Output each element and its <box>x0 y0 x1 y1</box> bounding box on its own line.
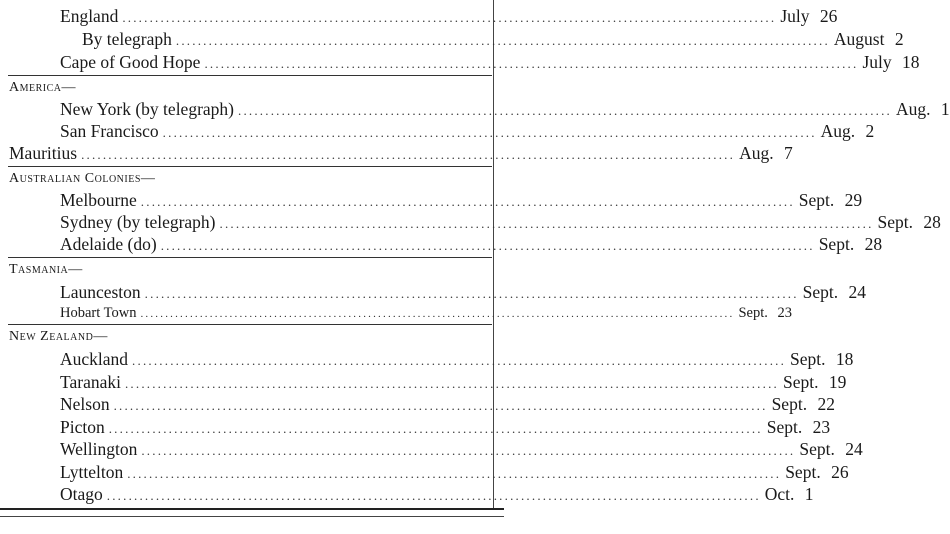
place-name: Sydney (by telegraph) <box>60 212 216 232</box>
place-name: Cape of Good Hope <box>60 52 201 72</box>
place-name: By telegraph <box>82 29 172 49</box>
dot-leader: ........................................................................................................................ <box>140 308 735 320</box>
dot-leader: ........................................................................................................................ <box>140 194 795 209</box>
section-divider <box>8 75 492 76</box>
mail-entry <box>0 415 831 439</box>
section-heading: America— <box>9 80 77 95</box>
section-divider <box>8 166 492 167</box>
place-name: Launceston <box>60 282 141 302</box>
section-heading: Tasmania— <box>9 262 83 277</box>
place-name: Taranaki <box>60 371 121 392</box>
dot-leader: ........................................................................................................................ <box>238 103 892 118</box>
mail-entry <box>0 301 792 325</box>
mail-date: August 2 <box>833 29 904 49</box>
place-name: England <box>60 6 119 26</box>
dot-leader: ........................................................................................................................ <box>127 465 782 481</box>
mail-entry <box>0 50 920 74</box>
place-name: Otago <box>60 484 103 504</box>
dot-leader: ........................................................................................................................ <box>162 125 817 140</box>
place-name: Picton <box>60 416 105 437</box>
mail-date: July 26 <box>780 6 838 26</box>
mail-date: Sept. 23 <box>738 305 792 321</box>
mail-date: Sept. 19 <box>782 371 847 392</box>
section-heading: Australian Colonies— <box>9 171 156 186</box>
mail-date: Sept. 26 <box>785 461 849 482</box>
mail-date: Sept. 24 <box>799 439 863 459</box>
mail-entry <box>0 188 863 212</box>
mail-date: Sept. 23 <box>766 416 831 437</box>
mail-date: Sept. 28 <box>877 212 941 232</box>
dot-leader: ........................................................................................................................ <box>160 238 815 253</box>
mail-date: Sept. 24 <box>802 282 867 302</box>
place-name: Melbourne <box>60 190 137 210</box>
mail-entry <box>0 482 814 506</box>
mail-date: Sept. 18 <box>790 349 854 369</box>
mail-entry <box>0 370 847 394</box>
section-heading: New Zealand— <box>9 329 108 344</box>
place-name: Hobart Town <box>60 305 137 321</box>
dot-leader: ........................................................................................................................ <box>124 375 779 391</box>
mail-entry <box>0 97 950 121</box>
mail-date: Sept. 28 <box>818 234 883 254</box>
mail-date: Aug. 7 <box>739 143 793 163</box>
mail-date: Aug. 1 <box>896 99 950 119</box>
mail-entry <box>0 141 793 165</box>
mail-entry <box>0 347 854 371</box>
dot-leader: ........................................................................................................................ <box>144 286 799 301</box>
dot-leader: ........................................................................................................................ <box>219 216 874 231</box>
dot-leader: ........................................................................................................................ <box>113 398 768 413</box>
dot-leader: ........................................................................................................................ <box>108 420 763 436</box>
mail-entry <box>0 119 875 143</box>
mail-entry <box>0 210 941 234</box>
dot-leader: ........................................................................................................................ <box>106 488 761 503</box>
mail-date: Oct. 1 <box>764 484 814 504</box>
dot-leader: ........................................................................................................................ <box>204 56 859 71</box>
section-divider <box>8 257 492 258</box>
mail-date: Sept. 22 <box>771 394 835 414</box>
section-divider <box>8 324 492 325</box>
mail-date: July 18 <box>862 52 920 72</box>
dot-leader: ........................................................................................................................ <box>122 10 777 25</box>
mail-date: Sept. 29 <box>798 190 863 210</box>
dot-leader: ........................................................................................................................ <box>81 147 736 162</box>
place-name: Auckland <box>60 349 129 369</box>
mail-entry <box>0 4 838 28</box>
place-name: New York (by telegraph) <box>60 99 234 119</box>
column-end-double-rule <box>0 508 504 517</box>
place-name: Lyttelton <box>60 461 124 482</box>
mail-entry <box>0 460 849 484</box>
mail-date: Aug. 2 <box>820 121 875 141</box>
dot-leader: ........................................................................................................................ <box>132 353 787 368</box>
mail-entry <box>0 392 835 416</box>
mail-entry <box>0 437 863 461</box>
dot-leader: ........................................................................................................................ <box>175 33 830 48</box>
place-name: Nelson <box>60 394 110 414</box>
mail-entry <box>0 27 904 51</box>
place-name: San Francisco <box>60 121 159 141</box>
place-name: Wellington <box>60 439 138 459</box>
dot-leader: ........................................................................................................................ <box>141 443 796 458</box>
mail-entry <box>0 232 883 256</box>
place-name: Adelaide (do) <box>60 234 157 254</box>
place-name: Mauritius <box>9 143 78 163</box>
